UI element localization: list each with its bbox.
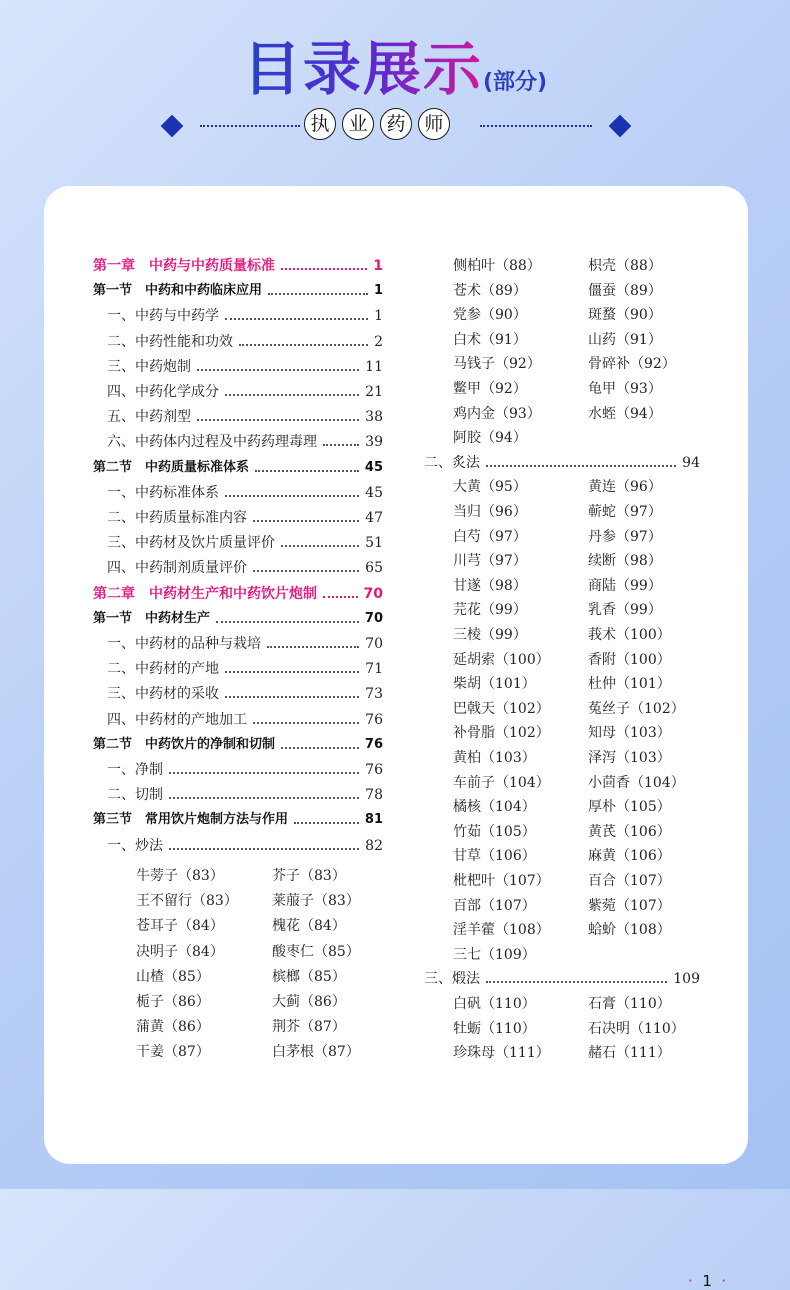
toc-item: [93, 405, 383, 429]
toc-entry-page: 51: [365, 535, 383, 552]
toc-entry-page: 73: [365, 686, 383, 703]
herb-entry: 柴胡（101）: [453, 676, 536, 693]
toc-entry-label: 四、中药制剂质量评价: [107, 560, 247, 577]
toc-entry-page: 70: [365, 636, 383, 652]
toc-entry-page: 65: [365, 560, 383, 577]
herb-entry: 王不留行（83）: [136, 893, 238, 910]
herb-entry: 莪术（100）: [588, 627, 671, 643]
toc-item: [93, 380, 383, 404]
herb-entry: 香附（100）: [588, 651, 671, 668]
herb-entry: 厚朴（105）: [588, 799, 671, 816]
toc-entry-page: 21: [365, 384, 383, 400]
page-title: 目录展示: [242, 35, 483, 103]
toc-leader-dots: [197, 419, 359, 421]
herb-entry: 侧柏叶（88）: [453, 258, 541, 274]
toc-leader-dots: [267, 646, 359, 648]
herb-entry: 甘遂（98）: [453, 577, 527, 594]
left-dotted-divider: [200, 125, 300, 127]
toc-item: [93, 708, 383, 732]
toc-item: [93, 430, 383, 454]
herb-entry: 苍耳子（84）: [136, 918, 224, 935]
toc-entry-label: 二、中药材的产地: [107, 661, 219, 678]
herb-entry: 荆芥（87）: [272, 1019, 346, 1036]
toc-entry-page: 109: [673, 971, 700, 988]
herb-entry: 蕲蛇（97）: [588, 504, 662, 520]
toc-leader-dots: [253, 570, 359, 572]
toc-entry-page: 45: [364, 459, 383, 475]
herb-entry: 百部（107）: [453, 897, 536, 914]
herb-entry: 当归（96）: [453, 504, 527, 520]
toc-entry-label: 第三节 常用饮片炮制方法与作用: [93, 812, 289, 828]
toc-leader-dots: [225, 394, 359, 396]
toc-entry-label: 第二章 中药材生产和中药饮片炮制: [93, 585, 317, 602]
page-number: · 1 ·: [688, 1272, 727, 1290]
herb-entry: 白矾（110）: [453, 996, 536, 1012]
herb-entry: 补骨脂（102）: [453, 725, 550, 742]
toc-leader-dots: [294, 822, 359, 824]
herb-entry: 麻黄（106）: [588, 848, 671, 865]
left-diamond-icon: [161, 115, 184, 138]
toc-entry-label: 三、中药材的采收: [107, 686, 219, 703]
herb-entry: 橘核（104）: [453, 799, 536, 816]
toc-entry-label: 第一章 中药与中药质量标准: [93, 258, 275, 274]
herb-entry: 车前子（104）: [453, 774, 550, 791]
herb-entry: 黄柏（103）: [453, 750, 536, 766]
toc-section: [93, 607, 383, 631]
toc-leader-dots: [169, 797, 359, 799]
herb-entry: 枳壳（88）: [588, 258, 662, 274]
toc-leader-dots: [486, 465, 676, 467]
herb-entry: 乳香（99）: [588, 602, 662, 619]
subtitle-char: 师: [418, 108, 450, 140]
toc-entry-label: 六、中药体内过程及中药药理毒理: [107, 434, 317, 451]
toc-entry-page: 1: [374, 308, 383, 325]
herb-entry: 牛蒡子（83）: [136, 868, 224, 884]
toc-entry-page: 82: [365, 837, 383, 854]
herb-entry: 僵蚕（89）: [588, 282, 662, 299]
toc-entry-page: 94: [682, 454, 700, 471]
herb-entry: 珍珠母（111）: [453, 1045, 550, 1062]
toc-item: [93, 304, 383, 328]
herb-entry: 斑蝥（90）: [588, 307, 662, 324]
subtitle-char: 执: [304, 108, 336, 140]
toc-entry-label: 第二节 中药饮片的净制和切制: [93, 736, 276, 752]
toc-entry-page: 1: [373, 283, 383, 299]
herb-entry: 赭石（111）: [588, 1045, 671, 1062]
herb-entry: 石决明（110）: [588, 1020, 685, 1037]
toc-section: [93, 279, 383, 303]
toc-item: [93, 556, 383, 580]
herb-entry: 决明子（84）: [136, 943, 224, 960]
toc-item: [93, 330, 383, 354]
toc-leader-dots: [268, 293, 368, 295]
herb-entry: 阿胶（94）: [453, 430, 527, 447]
herb-entry: 黄连（96）: [588, 479, 662, 496]
toc-entry-label: 第二节 中药质量标准体系: [93, 459, 250, 475]
herb-entry: 白茅根（87）: [272, 1044, 360, 1061]
toc-leader-dots: [253, 520, 359, 522]
toc-entry-label: 三、中药炮制: [107, 358, 191, 375]
subtitle-banner: [0, 106, 790, 146]
herb-entry: 芫花（99）: [453, 602, 527, 619]
toc-item: [93, 758, 383, 782]
toc-item: [424, 967, 700, 991]
toc-leader-dots: [225, 495, 359, 497]
herb-entry: 百合（107）: [588, 873, 671, 889]
toc-entry-page: 38: [365, 409, 383, 426]
herb-entry: 酸枣仁（85）: [272, 943, 360, 960]
herb-entry: 莱菔子（83）: [272, 893, 360, 910]
right-diamond-icon: [609, 115, 632, 138]
toc-item: [93, 834, 383, 858]
herb-entry: 山楂（85）: [136, 968, 210, 985]
toc-entry-label: 第一节 中药材生产: [93, 610, 211, 626]
toc-entry-page: 78: [365, 787, 383, 804]
herb-entry: 三七（109）: [453, 946, 536, 963]
toc-leader-dots: [323, 596, 358, 598]
herb-entry: 白芍（97）: [453, 528, 527, 545]
toc-entry-page: 71: [365, 661, 383, 678]
toc-entry-label: 四、中药化学成分: [107, 384, 219, 400]
page-title-suffix: (部分): [482, 70, 548, 95]
toc-leader-dots: [225, 318, 368, 320]
herb-entry: 甘草（106）: [453, 848, 536, 865]
herb-entry: 白术（91）: [453, 331, 527, 348]
herb-entry: 大黄（95）: [453, 479, 527, 496]
herb-entry: 槐花（84）: [272, 918, 346, 935]
toc-leader-dots: [225, 696, 359, 698]
toc-entry-page: 11: [365, 358, 383, 375]
toc-leader-dots: [255, 470, 359, 472]
toc-entry-label: 二、炙法: [424, 454, 480, 471]
toc-item: [93, 632, 383, 656]
toc-card: [44, 186, 748, 1290]
herb-entry: 牡蛎（110）: [453, 1020, 536, 1037]
herb-entry: 三棱（99）: [453, 627, 527, 643]
toc-leader-dots: [281, 268, 367, 270]
toc-entry-page: 45: [365, 484, 383, 501]
herb-entry: 石膏（110）: [588, 996, 671, 1012]
herb-entry: 芥子（83）: [272, 868, 346, 884]
toc-entry-label: 五、中药剂型: [107, 409, 191, 426]
toc-leader-dots: [486, 981, 667, 983]
toc-entry-page: 76: [365, 711, 383, 728]
subtitle-circles: [304, 108, 450, 140]
toc-leader-dots: [225, 671, 359, 673]
toc-chapter: [93, 582, 383, 606]
toc-entry-label: 一、净制: [107, 762, 163, 778]
toc-entry-label: 二、切制: [107, 787, 163, 804]
toc-leader-dots: [323, 444, 359, 446]
herb-entry: 蛤蚧（108）: [588, 922, 671, 939]
toc-entry-label: 一、中药标准体系: [107, 484, 219, 501]
toc-chapter: [93, 254, 383, 278]
toc-item: [93, 531, 383, 555]
toc-entry-label: 一、中药材的品种与栽培: [107, 636, 261, 652]
herb-entry: 紫菀（107）: [588, 897, 671, 914]
toc-leader-dots: [197, 369, 359, 371]
herb-entry: 淫羊藿（108）: [453, 922, 550, 939]
herb-entry: 枇杷叶（107）: [453, 873, 550, 889]
herb-entry: 黄芪（106）: [588, 823, 671, 840]
herb-entry: 蒲黄（86）: [136, 1019, 210, 1036]
herb-entry: 续断（98）: [588, 553, 662, 570]
herb-entry: 菟丝子（102）: [588, 700, 685, 717]
toc-item: [424, 451, 700, 475]
toc-entry-label: 一、炒法: [107, 837, 163, 854]
toc-entry-label: 四、中药材的产地加工: [107, 711, 247, 728]
subtitle-char: 业: [342, 108, 374, 140]
toc-leader-dots: [216, 621, 359, 623]
page-header: [0, 22, 790, 106]
herb-entry: 鸡内金（93）: [453, 405, 541, 422]
toc-section: [93, 733, 383, 757]
toc-section: [93, 808, 383, 832]
toc-entry-page: 70: [363, 585, 383, 602]
herb-entry: 小茴香（104）: [588, 774, 685, 791]
herb-entry: 苍术（89）: [453, 282, 527, 299]
herb-entry: 栀子（86）: [136, 994, 210, 1010]
toc-entry-label: 三、中药材及饮片质量评价: [107, 535, 275, 552]
herb-entry: 知母（103）: [588, 725, 671, 742]
herb-entry: 水蛭（94）: [588, 405, 662, 422]
herb-entry: 竹茹（105）: [453, 823, 536, 840]
herb-entry: 槟榔（85）: [272, 968, 346, 985]
toc-leader-dots: [281, 545, 359, 547]
herb-entry: 山药（91）: [588, 331, 662, 348]
subtitle-char: 药: [380, 108, 412, 140]
toc-item: [93, 783, 383, 807]
herb-entry: 大蓟（86）: [272, 994, 346, 1010]
toc-leader-dots: [169, 848, 359, 850]
herb-entry: 鳖甲（92）: [453, 381, 527, 397]
herb-entry: 龟甲（93）: [588, 381, 662, 397]
toc-item: [93, 481, 383, 505]
herb-entry: 延胡索（100）: [453, 651, 550, 668]
toc-item: [93, 657, 383, 681]
toc-entry-page: 39: [365, 434, 383, 451]
toc-entry-page: 76: [364, 736, 383, 752]
herb-entry: 干姜（87）: [136, 1044, 210, 1061]
toc-entry-label: 第一节 中药和中药临床应用: [93, 283, 263, 299]
right-dotted-divider: [480, 125, 592, 127]
herb-entry: 丹参（97）: [588, 528, 662, 545]
herb-entry: 杜仲（101）: [588, 676, 671, 693]
toc-entry-label: 二、中药性能和功效: [107, 333, 233, 350]
toc-entry-page: 76: [365, 762, 383, 778]
herb-entry: 川芎（97）: [453, 553, 527, 570]
toc-section: [93, 456, 383, 480]
herb-entry: 商陆（99）: [588, 577, 662, 594]
toc-entry-page: 47: [365, 510, 383, 526]
herb-entry: 骨碎补（92）: [588, 356, 676, 373]
herb-entry: 党参（90）: [453, 307, 527, 324]
toc-leader-dots: [169, 772, 359, 774]
toc-entry-label: 三、煅法: [424, 971, 480, 988]
toc-entry-page: 81: [364, 812, 383, 828]
toc-leader-dots: [253, 722, 359, 724]
toc-leader-dots: [281, 747, 359, 749]
herb-entry: 巴戟天（102）: [453, 700, 550, 717]
toc-item: [93, 506, 383, 530]
toc-entry-label: 二、中药质量标准内容: [107, 510, 247, 526]
toc-entry-page: 70: [364, 610, 383, 626]
toc-leader-dots: [239, 344, 368, 346]
herb-entry: 马钱子（92）: [453, 356, 541, 373]
toc-item: [93, 355, 383, 379]
toc-entry-label: 一、中药与中药学: [107, 308, 219, 325]
toc-item: [93, 682, 383, 706]
toc-entry-page: 2: [374, 333, 383, 350]
herb-entry: 泽泻（103）: [588, 750, 671, 766]
toc-entry-page: 1: [373, 258, 383, 274]
page-number-value: 1: [702, 1272, 712, 1290]
